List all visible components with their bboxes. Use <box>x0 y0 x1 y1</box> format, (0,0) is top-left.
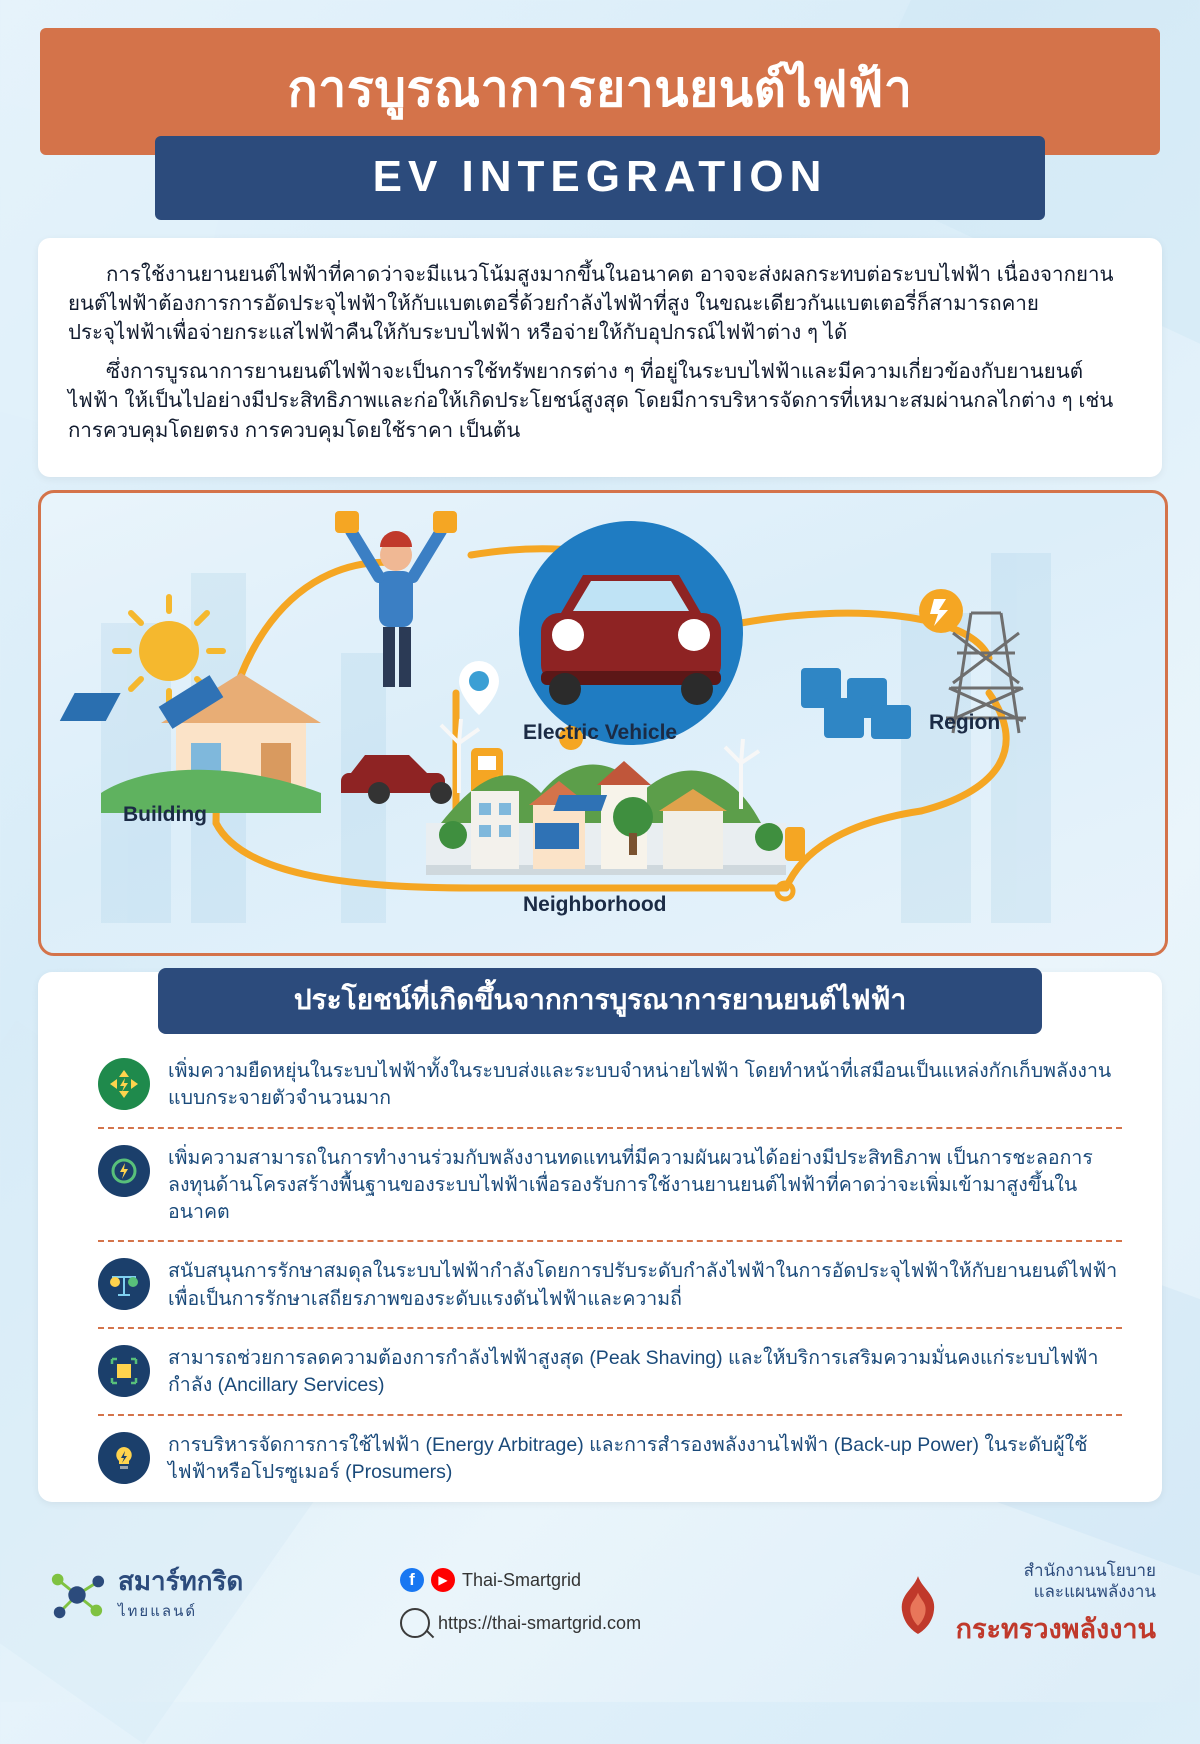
intro-card <box>38 238 1162 477</box>
footer-brand-name: สมาร์ทกริด <box>118 1565 244 1596</box>
social-handle: Thai-Smartgrid <box>462 1569 582 1590</box>
electric-vehicle-illustration <box>519 521 743 745</box>
diagram-label-electric-vehicle: Electric Vehicle <box>523 721 678 744</box>
agency-name: กระทรวงพลังงาน <box>955 1613 1156 1644</box>
social-row[interactable] <box>400 1568 641 1592</box>
benefit-text: สนับสนุนการรักษาสมดุลในระบบไฟฟ้ากำลังโดยการปรับระดับกำลังไฟฟ้าในการอัดประจุไฟฟ้าให้กับยานยนต์ไฟฟ้าเพื่อเป็นการรักษาเสถียรภาพของระดับแรงดันไฟฟ้าและความถี่ <box>168 1260 1118 1310</box>
website-url[interactable]: https://thai-smartgrid.com <box>438 1612 642 1633</box>
neighborhood-illustration <box>426 719 805 899</box>
energy-arbitrage-icon <box>98 1432 150 1484</box>
balance-scale-icon <box>98 1258 150 1310</box>
agency-line-2: และแผนพลังงาน <box>1033 1582 1156 1602</box>
benefit-item <box>98 1416 1122 1501</box>
building-illustration <box>60 673 321 813</box>
page-title-thai: การบูรณาการยานยนต์ไฟฟ้า <box>40 28 1160 155</box>
benefit-item <box>98 1129 1122 1243</box>
benefit-item <box>98 1329 1122 1416</box>
footer <box>0 1532 1200 1702</box>
peak-shaving-icon <box>98 1345 150 1397</box>
intro-paragraph-2: ซึ่งการบูรณาการยานยนต์ไฟฟ้าจะเป็นการใช้ทรัพยากรต่าง ๆ ที่อยู่ในระบบไฟฟ้าและมีความเกี่ยวข้องกับยานยนต์ไฟฟ้า ให้เป็นไปอย่างมีประสิทธิภาพและก่อให้เกิดประโยชน์สูงสุด โดยมีการบริหารจัดการที่เหมาะสมผ่านกลไกต่าง ๆ เช่น การควบคุมโดยตรง การควบคุมโดยใช้ราคา เป็นต้น <box>68 360 1114 442</box>
footer-brand <box>48 1566 243 1624</box>
ev-integration-diagram <box>38 490 1168 956</box>
agency-line-1: สำนักงานนโยบาย <box>1023 1561 1156 1580</box>
benefits-list <box>98 1042 1122 1500</box>
benefit-item <box>98 1042 1122 1129</box>
header <box>40 28 1160 201</box>
facebook-icon[interactable]: f <box>400 1568 424 1592</box>
benefit-text: เพิ่มความสามารถในการทำงานร่วมกับพลังงานทดแทนที่มีความผันผวนได้อย่างมีประสิทธิภาพ เป็นการชะลอการลงทุนด้านโครงสร้างพื้นฐานของระบบไฟฟ้าเพื่อรองรับการใช้งานยานยนต์ไฟฟ้าที่คาดว่าจะเพิ่มเข้ามาสูงขึ้นในอนาคต <box>168 1146 1093 1224</box>
smartgrid-logo-icon <box>48 1566 106 1624</box>
footer-agency <box>892 1560 1156 1650</box>
search-icon <box>400 1608 430 1638</box>
intro-paragraph-1: การใช้งานยานยนต์ไฟฟ้าที่คาดว่าจะมีแนวโน้มสูงมากขึ้นในอนาคต อาจจะส่งผลกระทบต่อระบบไฟฟ้า เนื่องจากยานยนต์ไฟฟ้าต้องการการอัดประจุไฟฟ้าให้กับแบตเตอรี่ด้วยกำลังไฟฟ้าที่สูง ในขณะเดียวกันแบตเตอรี่ก็สามารถคายประจุไฟฟ้าเพื่อจ่ายกระแสไฟฟ้าคืนให้กับระบบไฟฟ้า หรือจ่ายให้กับอุปกรณ์ไฟฟ้าต่าง ๆ ได้ <box>68 263 1114 345</box>
benefit-item <box>98 1242 1122 1329</box>
footer-brand-subtitle: ไทยแลนด์ <box>118 1602 198 1620</box>
benefits-heading: ประโยชน์ที่เกิดขึ้นจากการบูรณาการยานยนต์ไฟฟ้า <box>158 968 1042 1034</box>
youtube-icon[interactable]: ▶ <box>431 1568 455 1592</box>
diagram-label-building: Building <box>123 803 207 826</box>
diagram-label-region: Region <box>929 711 1001 734</box>
sun-icon <box>139 621 199 681</box>
footer-contacts <box>400 1568 641 1638</box>
benefit-text: การบริหารจัดการการใช้ไฟฟ้า (Energy Arbitrage) และการสำรองพลังงานไฟฟ้า (Back-up Power) ในระดับผู้ใช้ไฟฟ้าหรือโปรซูเมอร์ (Prosumers) <box>168 1433 1088 1483</box>
map-pin-icon <box>459 661 499 715</box>
arrows-flexibility-icon <box>98 1058 150 1110</box>
benefits-section <box>38 972 1162 1502</box>
website-row[interactable] <box>400 1608 641 1638</box>
page-title-english: EV INTEGRATION <box>155 136 1045 220</box>
diagram-label-neighborhood: Neighborhood <box>523 893 667 916</box>
recycle-energy-icon <box>98 1145 150 1197</box>
ministry-flame-icon <box>892 1574 944 1636</box>
benefit-text: สามารถช่วยการลดความต้องการกำลังไฟฟ้าสูงสุด (Peak Shaving) และให้บริการเสริมความมั่นคงแก่ระบบไฟฟ้ากำลัง (Ancillary Services) <box>168 1347 1099 1397</box>
benefit-text: เพิ่มความยืดหยุ่นในระบบไฟฟ้าทั้งในระบบส่งและระบบจำหน่ายไฟฟ้า โดยทำหน้าที่เสมือนเป็นแหล่งกักเก็บพลังงานแบบกระจายตัวจำนวนมาก <box>168 1060 1112 1110</box>
